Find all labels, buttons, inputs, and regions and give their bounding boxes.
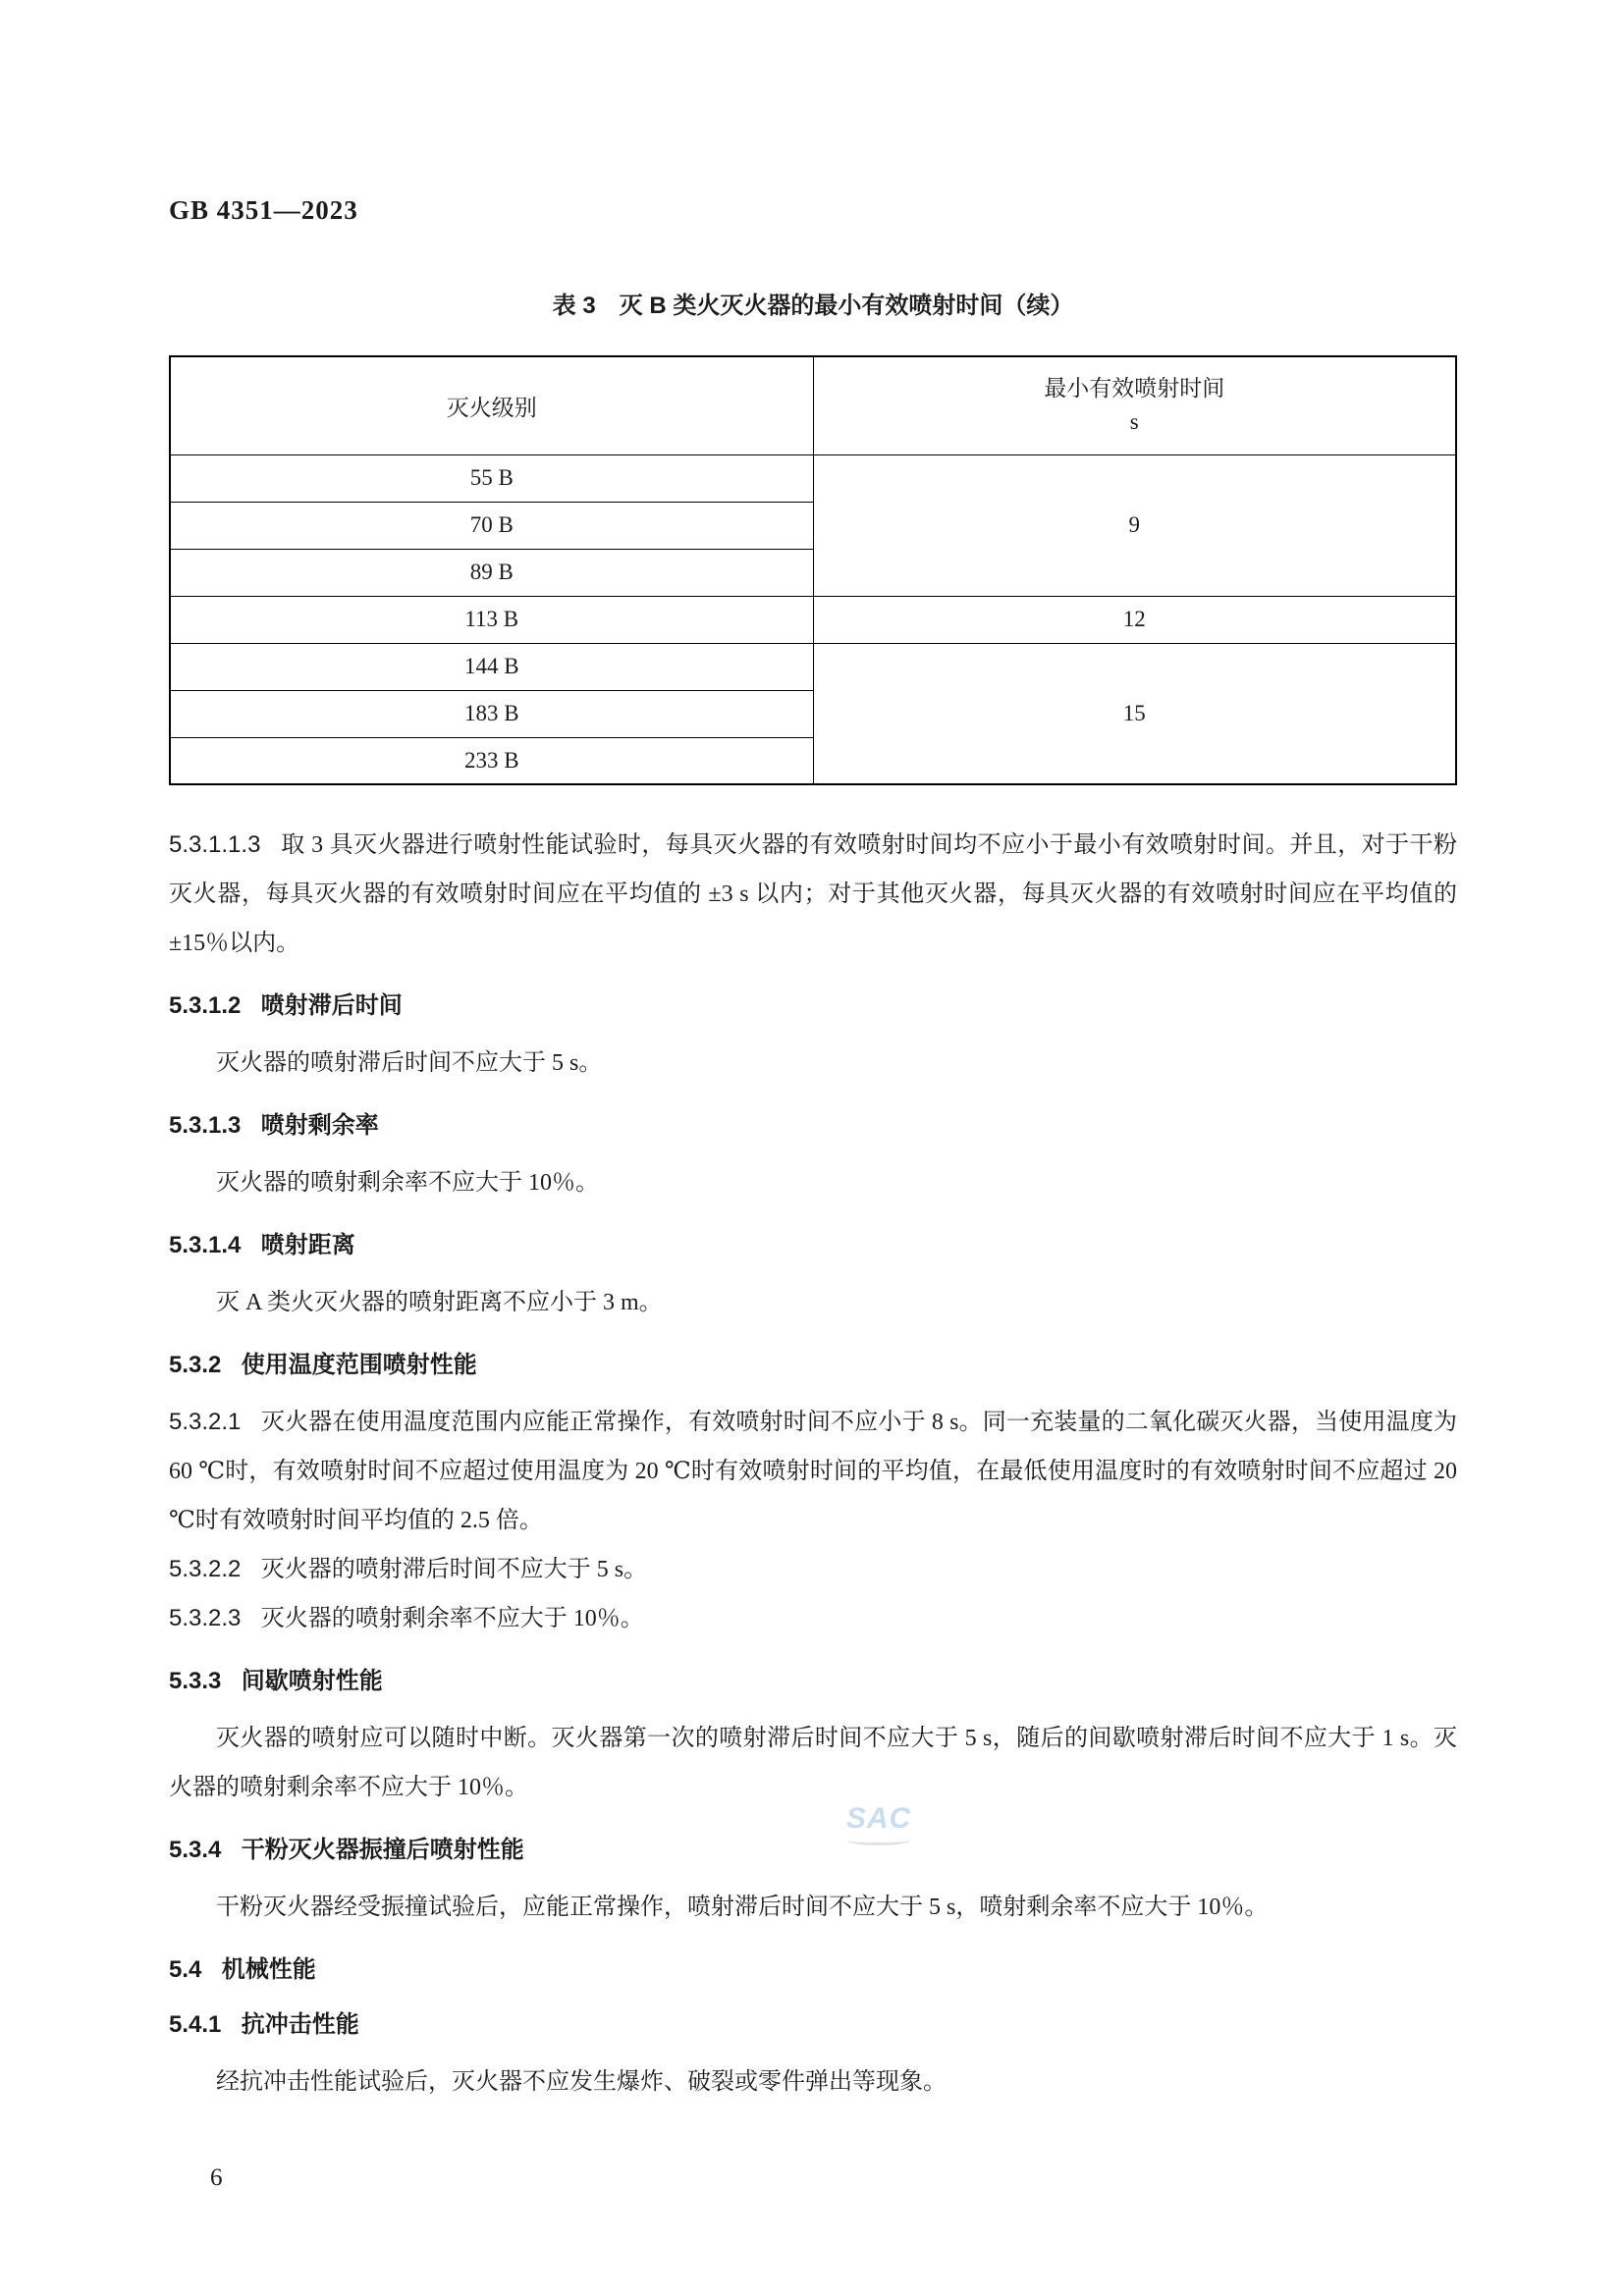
table-row: [170, 596, 1456, 643]
clause-text: 灭火器的喷射剩余率不应大于 10％。: [260, 1606, 644, 1631]
clause-5.3.1.2-body: 灭火器的喷射滞后时间不应大于 5 s。: [216, 1050, 603, 1076]
heading-text: 喷射剩余率: [260, 1112, 379, 1139]
clause-5.3.1.3-body: 灭火器的喷射剩余率不应大于 10％。: [216, 1170, 599, 1196]
heading-5.3.2: [169, 1349, 1457, 1382]
heading-number: 5.3.2: [169, 1352, 222, 1378]
heading-text: 干粉灭火器振撞后喷射性能: [241, 1837, 524, 1863]
clause-5.3.2.3: [169, 1594, 1457, 1643]
table-caption: 表 3 灭 B 类火灭火器的最小有效喷射时间（续）: [552, 293, 1074, 319]
heading-number: 5.3.1.4: [169, 1232, 242, 1258]
clause-5.3.1.1.3: [169, 821, 1457, 968]
heading-5.3.4: [169, 1834, 1457, 1867]
heading-text: 喷射滞后时间: [260, 992, 403, 1019]
heading-number: 5.3.1.3: [169, 1112, 242, 1139]
cell-rating: 113 B: [170, 596, 813, 643]
heading-5.3.3: [169, 1665, 1457, 1698]
cell-rating: 70 B: [170, 502, 813, 549]
clause-5.3.4-body: 干粉灭火器经受振撞试验后，应能正常操作，喷射滞后时间不应大于 5 s，喷射剩余率不应大于 10％。: [216, 1895, 1269, 1920]
heading-text: 间歇喷射性能: [241, 1668, 383, 1694]
cell-time: 9: [813, 454, 1456, 596]
heading-text: 使用温度范围喷射性能: [241, 1352, 477, 1378]
min-spray-time-table: [169, 355, 1457, 785]
cell-rating: 55 B: [170, 454, 813, 502]
clause-number: 5.3.2.1: [169, 1409, 242, 1435]
clause-number: 5.3.2.3: [169, 1605, 242, 1631]
clause-number: 5.3.1.1.3: [169, 831, 261, 858]
clause-5.3.3-body: 灭火器的喷射应可以随时中断。灭火器第一次的喷射滞后时间不应大于 5 s，随后的间歇喷射滞后时间不应大于 1 s。灭火器的喷射剩余率不应大于 10％。: [169, 1726, 1457, 1800]
heading-5.4: [169, 1953, 1457, 1987]
cell-time: 15: [813, 643, 1456, 784]
clause-5.3.2.1: [169, 1398, 1457, 1545]
heading-5.3.1.4: [169, 1229, 1457, 1262]
heading-5.3.1.3: [169, 1109, 1457, 1143]
table-row: [170, 643, 1456, 690]
clause-text: 灭火器在使用温度范围内应能正常操作，有效喷射时间不应小于 8 s。同一充装量的二氧化碳灭火器，当使用温度为 60 ℃时，有效喷射时间不应超过使用温度为 20 ℃时有效喷射时间的平均值，在最低使用温度时的有效喷射时间不应超过 20 ℃时有效喷射时间平均值的 2.5 倍。: [169, 1410, 1457, 1533]
heading-number: 5.4: [169, 1956, 202, 1983]
heading-text: 抗冲击性能: [241, 2011, 359, 2038]
clause-number: 5.3.2.2: [169, 1556, 242, 1582]
clause-5.4.1-body: 经抗冲击性能试验后，灭火器不应发生爆炸、破裂或零件弹出等现象。: [216, 2069, 947, 2095]
page-number: 6: [210, 2164, 223, 2191]
table-row: [170, 454, 1456, 502]
heading-number: 5.3.1.2: [169, 992, 242, 1019]
col-header-time-label: 最小有效喷射时间: [1044, 376, 1225, 401]
document-body: [169, 0, 1457, 2107]
heading-number: 5.3.3: [169, 1668, 222, 1694]
col-header-fire-rating: 灭火级别: [170, 356, 813, 454]
heading-text: 喷射距离: [260, 1232, 355, 1258]
cell-rating: 233 B: [170, 737, 813, 784]
col-header-time-unit: s: [1129, 409, 1139, 435]
heading-number: 5.4.1: [169, 2011, 222, 2038]
heading-number: 5.3.4: [169, 1837, 222, 1863]
heading-text: 机械性能: [221, 1956, 316, 1983]
clause-text: 取 3 具灭火器进行喷射性能试验时，每具灭火器的有效喷射时间均不应小于最小有效喷射时间。并且，对于干粉灭火器，每具灭火器的有效喷射时间应在平均值的 ±3 s 以内；对于其他灭火器，每具灭火器的有效喷射时间应在平均值的 ±15％以内。: [169, 832, 1457, 956]
cell-time: 12: [813, 596, 1456, 643]
col-header-min-spray-time: [813, 356, 1456, 454]
cell-rating: 89 B: [170, 549, 813, 596]
sac-logo-text: SAC: [845, 1802, 912, 1835]
clause-5.3.2.2: [169, 1545, 1457, 1594]
cell-rating: 144 B: [170, 643, 813, 690]
heading-5.4.1: [169, 2008, 1457, 2042]
heading-5.3.1.2: [169, 989, 1457, 1023]
clause-text: 灭火器的喷射滞后时间不应大于 5 s。: [260, 1557, 648, 1582]
standard-number-header: GB 4351—2023: [169, 195, 358, 225]
table-header-row: [170, 356, 1456, 454]
clause-5.3.1.4-body: 灭 A 类火灭火器的喷射距离不应小于 3 m。: [216, 1290, 663, 1315]
cell-rating: 183 B: [170, 690, 813, 737]
